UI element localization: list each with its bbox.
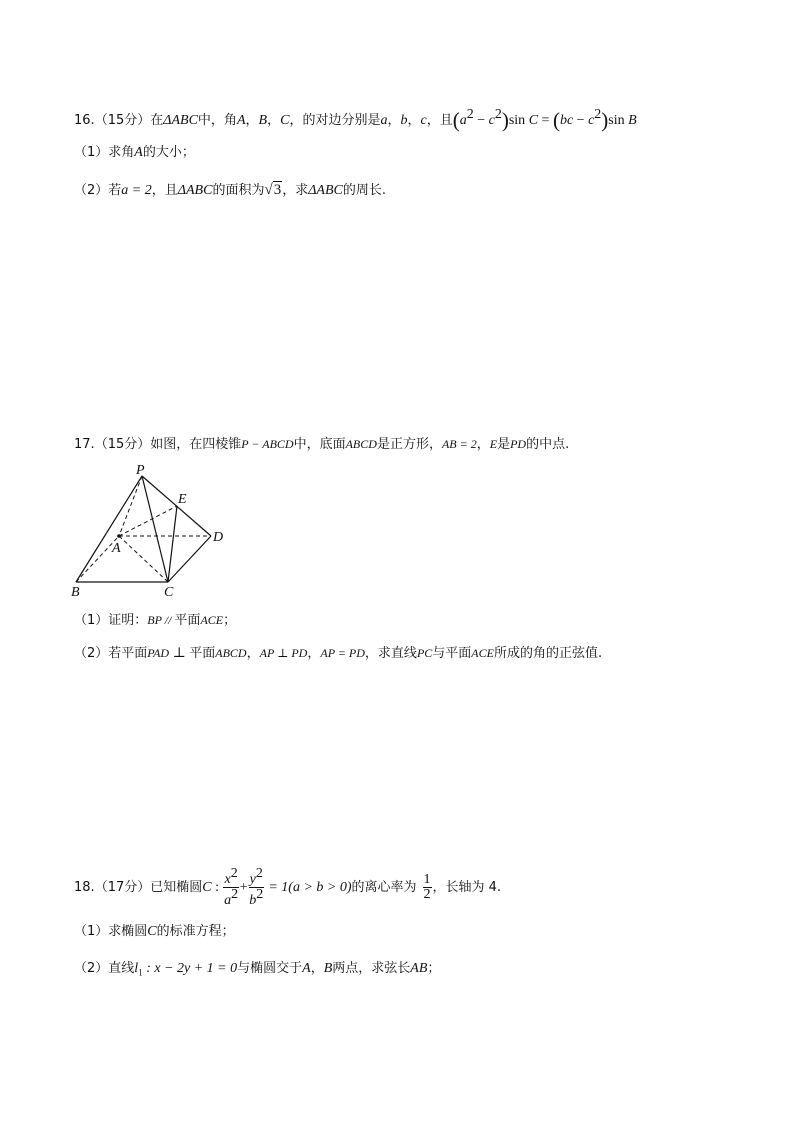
q17-part2 xyxy=(74,644,602,663)
q17-text: 中，底面 xyxy=(293,437,346,452)
q17-text: 是 xyxy=(497,437,511,452)
label-b: B xyxy=(71,585,80,600)
q16-part1-var: A xyxy=(134,145,143,160)
edge-ce xyxy=(168,506,177,582)
q17-part2-cond2: AP = PD xyxy=(320,646,365,660)
q18-part2-text: 直线 xyxy=(108,961,135,976)
q18-part2-b: B xyxy=(323,961,333,976)
q16-comma: ， xyxy=(245,113,259,128)
edge-pa xyxy=(119,476,142,536)
q16-part2-triangle: ΔABC xyxy=(177,183,213,198)
q16-equation: $(a^2 - c^2)\sin$ $C = (bc - c^2)\sin$ B xyxy=(452,107,637,132)
q18-y: y xyxy=(249,872,256,887)
q16-part1-text: 的大小； xyxy=(142,145,195,160)
q17-part1-ace: ACE xyxy=(200,613,224,627)
q18-part1-text: 的标准方程； xyxy=(156,924,235,939)
q18-stem: 18.（17分）已知椭圆C : $\frac{x^2}{a^2}$ + $\frac{y^2}{b^2}$ = 1(a > b > 0)的离心率为 $\frac{1}{2}$ ，长轴为 4. xyxy=(74,866,502,908)
q17-part2-text: 若平面 xyxy=(108,646,148,661)
q18-part2-a: A xyxy=(302,961,311,976)
q17-part2-text: 所成的角的正弦值. xyxy=(493,646,603,661)
q16-part1-text: 求角 xyxy=(108,145,135,160)
q17-pyramid: P − ABCD xyxy=(241,437,294,451)
q17-part2-ace: ACE xyxy=(471,646,494,660)
q18-part2 xyxy=(74,960,440,982)
q18-part1-c: C xyxy=(147,924,157,939)
q16-part2-label: （2） xyxy=(74,183,109,198)
q16-side-a: a xyxy=(380,113,388,128)
q18-part2-label: （2） xyxy=(74,961,109,976)
q17-part2-comma: ， xyxy=(246,646,260,661)
q17-part2-cond1: AP ⊥ PD xyxy=(259,646,308,660)
q16-angle-b: B xyxy=(258,113,268,128)
q18-x: x xyxy=(224,872,231,887)
q18-number: 18. xyxy=(74,880,95,895)
q16-part1-label: （1） xyxy=(74,145,109,160)
q18-text: ，长轴为 4. xyxy=(432,880,502,895)
q18-text: 的离心率为 xyxy=(351,880,417,895)
q17-part2-perp: ⊥ xyxy=(169,646,190,661)
q16-triangle: ΔABC xyxy=(163,113,198,128)
q18-a: a xyxy=(224,893,232,908)
q16-part2 xyxy=(74,181,386,200)
q17-text: 是正方形， xyxy=(376,437,442,452)
q17-part2-comma: ， xyxy=(307,646,321,661)
q17-text: 的中点. xyxy=(526,437,570,452)
q16-score: （15分） xyxy=(94,113,151,128)
q18-part2-ab: AB xyxy=(410,961,428,976)
q18-b: b xyxy=(249,893,257,908)
label-e: E xyxy=(178,492,187,507)
q17-ab: AB = 2 xyxy=(441,437,477,451)
q17-comma: ， xyxy=(476,437,490,452)
q18-c: C xyxy=(202,880,212,895)
pyramid-figure xyxy=(68,462,238,602)
edge-ae xyxy=(119,506,177,536)
q17-part2-text: ，求直线 xyxy=(364,646,417,661)
q16-part2-text: 的周长. xyxy=(342,183,387,198)
q16-sqrt-value: 3 xyxy=(273,182,282,198)
q18-part2-end: ； xyxy=(427,961,441,976)
edge-pc xyxy=(142,476,168,582)
q17-e: E xyxy=(489,437,498,451)
q18-text: 已知椭圆 xyxy=(150,880,203,895)
q16-part2-text: ，求 xyxy=(282,183,309,198)
q17-part1-plane: 平面 xyxy=(174,613,201,628)
q18-eq-tail: = 1(a > b > 0) xyxy=(264,880,352,895)
q18-e-den: 2 xyxy=(423,887,431,902)
q18-part2-eq: : x − 2y + 1 = 0 xyxy=(142,961,238,976)
q17-part2-plane: 平面 xyxy=(189,646,216,661)
q17-part2-text: 与平面 xyxy=(432,646,472,661)
q17-part1-end: ； xyxy=(223,613,237,628)
q16-side-b: b xyxy=(400,113,408,128)
q16-angle-a: A xyxy=(236,113,246,128)
q16-comma: ， xyxy=(407,113,421,128)
q18-part2-text: 两点，求弦长 xyxy=(332,961,411,976)
q16-part2-text: 若 xyxy=(108,183,122,198)
q16-part2-text: 的面积为 xyxy=(212,183,265,198)
q17-base: ABCD xyxy=(345,437,377,451)
q16-sqrt: √3 xyxy=(264,182,282,198)
q18-score: （17分） xyxy=(94,880,151,895)
q17-number: 17. xyxy=(74,437,95,452)
point-a xyxy=(117,534,121,538)
q17-part2-label: （2） xyxy=(74,646,109,661)
q18-part2-text: 与椭圆交于 xyxy=(237,961,303,976)
edge-ac xyxy=(119,536,168,582)
q16-part2-cond: a = 2 xyxy=(121,183,152,198)
q18-part1 xyxy=(74,923,235,941)
q16-part1 xyxy=(74,144,195,162)
q18-e-num: 1 xyxy=(423,872,431,887)
label-p: P xyxy=(136,463,145,478)
q16-text: 中，角 xyxy=(197,113,237,128)
q17-stem xyxy=(74,435,569,454)
q18-part2-sub: 1 xyxy=(138,967,143,978)
q18-frac-y: $\frac{y^2}{b^2}$ xyxy=(249,866,264,908)
q18-colon: : xyxy=(211,880,223,895)
q18-part1-label: （1） xyxy=(74,924,109,939)
q17-part1-expr: BP // xyxy=(147,613,175,627)
q16-angle-c: C xyxy=(280,113,290,128)
q16-text: 在 xyxy=(150,113,164,128)
label-d: D xyxy=(213,530,224,545)
q16-comma: ， xyxy=(387,113,401,128)
q16-text: ，且 xyxy=(426,113,453,128)
q16-stem xyxy=(74,106,637,130)
q16-text: ，的对边分别是 xyxy=(289,113,381,128)
label-a: A xyxy=(112,541,121,556)
q16-number: 16. xyxy=(74,113,95,128)
q18-part2-line: l xyxy=(134,961,139,976)
q17-part2-pc: PC xyxy=(416,646,433,660)
q18-part2-text: ， xyxy=(310,961,324,976)
q16-comma: ， xyxy=(267,113,281,128)
q18-part1-text: 求椭圆 xyxy=(108,924,148,939)
q16-part2-triangle: ΔABC xyxy=(308,183,343,198)
q16-side-c: c xyxy=(420,113,427,128)
q16-part2-text: ，且 xyxy=(151,183,178,198)
q17-text: 如图，在四棱锥 xyxy=(150,437,242,452)
q17-part1-text: 证明： xyxy=(108,613,148,628)
q18-frac-x: $\frac{x^2}{a^2}$ xyxy=(224,866,239,908)
q17-part2-pad: PAD xyxy=(147,646,170,660)
q17-pd: PD xyxy=(510,437,527,451)
q18-frac-e xyxy=(423,873,432,902)
edge-cd xyxy=(168,536,211,582)
q17-part1-label: （1） xyxy=(74,613,109,628)
label-c: C xyxy=(164,585,174,600)
q17-score: （15分） xyxy=(94,437,151,452)
q17-part1 xyxy=(74,611,236,630)
q17-part2-abcd: ABCD xyxy=(215,646,247,660)
